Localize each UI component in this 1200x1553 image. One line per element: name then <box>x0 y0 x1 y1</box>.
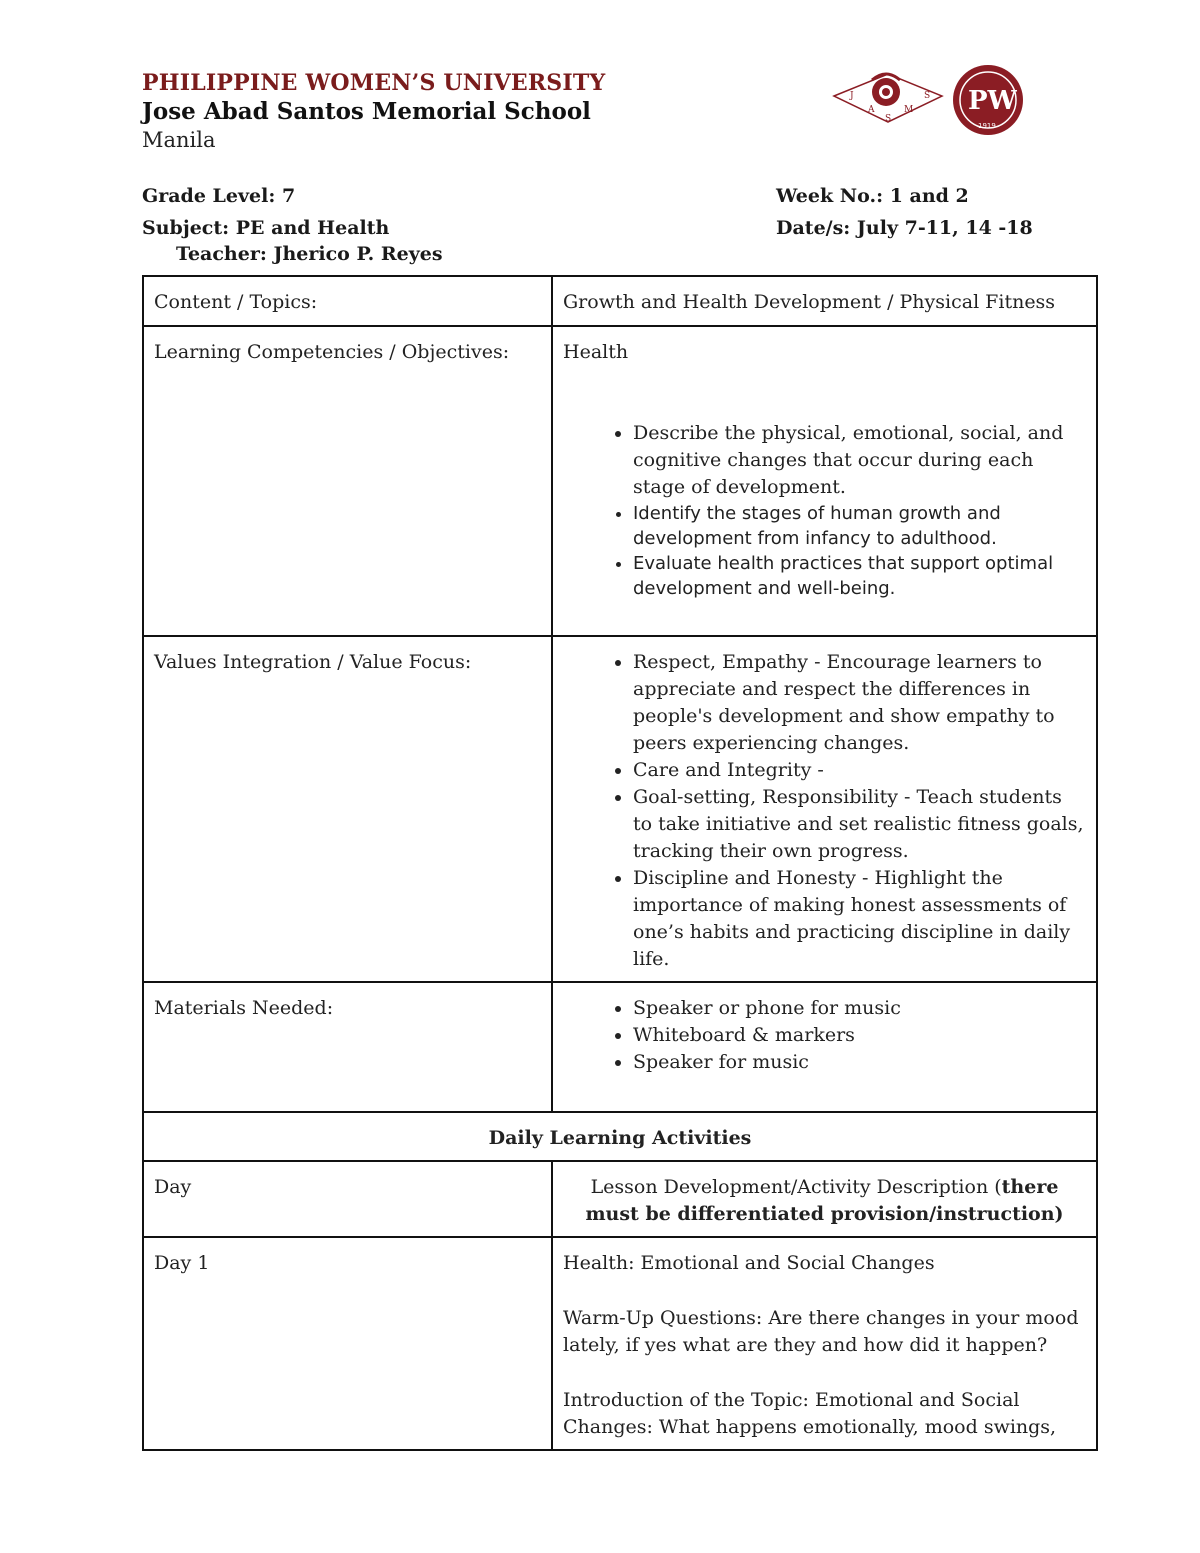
content-label: Content / Topics: <box>143 276 552 326</box>
teacher: Teacher: Jherico P. Reyes <box>176 243 443 265</box>
values-label: Values Integration / Value Focus: <box>143 636 552 982</box>
city-name: Manila <box>142 128 216 152</box>
table-row <box>143 326 1097 636</box>
lesson-plan-table <box>142 275 1098 1451</box>
list-item: • Speaker or phone for music <box>633 995 1086 1022</box>
list-item: • Respect, Empathy - Encourage learners to appreciate and respect the differences in people's development and show empathy to peers experiencing changes. <box>633 649 1086 757</box>
materials-cell <box>552 982 1097 1112</box>
svg-text:M: M <box>904 105 914 115</box>
document-header <box>142 68 605 154</box>
table-row <box>143 1161 1097 1237</box>
table-row <box>143 982 1097 1112</box>
jasms-logo-icon <box>828 64 1033 144</box>
grade-level: Grade Level: 7 <box>142 185 296 207</box>
svg-text:A: A <box>868 105 875 115</box>
university-name: PHILIPPINE WOMEN’S UNIVERSITY <box>142 70 606 96</box>
school-logos <box>828 64 1033 144</box>
meta-right <box>776 180 1033 244</box>
list-item: • Whiteboard & markers <box>633 1022 1086 1049</box>
list-item: • Goal-setting, Responsibility - Teach students to take initiative and set realistic fitness goals, tracking their own progress. <box>633 784 1086 865</box>
materials-list <box>563 995 1086 1076</box>
day-column-label: Day <box>143 1161 552 1237</box>
day1-warmup: Warm-Up Questions: Are there changes in your mood lately, if yes what are they and how did it happen? <box>563 1307 1079 1356</box>
list-item: • Care and Integrity - <box>633 757 1086 784</box>
school-name: Jose Abad Santos Memorial School <box>142 98 591 125</box>
week-number: Week No.: 1 and 2 <box>776 185 969 207</box>
values-cell <box>552 636 1097 982</box>
values-list <box>563 649 1086 973</box>
day1-topic: Health: Emotional and Social Changes <box>563 1252 935 1274</box>
table-row <box>143 276 1097 326</box>
table-row <box>143 636 1097 982</box>
competencies-label: Learning Competencies / Objectives: <box>143 326 552 636</box>
meta-left <box>142 180 389 244</box>
list-item: • Describe the physical, emotional, social, and cognitive changes that occur during each stage of development. <box>633 420 1086 501</box>
day1-introduction: Introduction of the Topic: Emotional and Social Changes: What happens emotionally, mood swings, <box>563 1389 1057 1438</box>
content-value: Growth and Health Development / Physical Fitness <box>552 276 1097 326</box>
description-label-bold: there must be differentiated provision/instruction) <box>585 1176 1064 1225</box>
day1-label: Day 1 <box>143 1237 552 1450</box>
materials-label: Materials Needed: <box>143 982 552 1112</box>
description-label-plain: Lesson Development/Activity Description ( <box>590 1176 1002 1198</box>
list-item: • Discipline and Honesty - Highlight the importance of making honest assessments of one’s habits and practicing discipline in daily life. <box>633 865 1086 973</box>
svg-text:PW: PW <box>968 86 1017 116</box>
table-row <box>143 1112 1097 1161</box>
dates: Date/s: July 7-11, 14 -18 <box>776 217 1033 239</box>
daily-activities-heading: Daily Learning Activities <box>143 1112 1097 1161</box>
competencies-list <box>563 420 1086 601</box>
svg-text:J: J <box>850 91 854 101</box>
competencies-cell <box>552 326 1097 636</box>
subject: Subject: PE and Health <box>142 217 390 239</box>
list-item: • Evaluate health practices that support optimal development and well-being. <box>633 551 1086 601</box>
competencies-heading: Health <box>563 341 629 363</box>
description-column-label <box>552 1161 1097 1237</box>
svg-text:S: S <box>885 114 892 124</box>
day1-description <box>552 1237 1097 1450</box>
list-item: • Speaker for music <box>633 1049 1086 1076</box>
svg-text:1919: 1919 <box>978 122 996 130</box>
list-item: • Identify the stages of human growth and development from infancy to adulthood. <box>633 501 1086 551</box>
svg-text:S: S <box>924 91 931 101</box>
table-row <box>143 1237 1097 1450</box>
